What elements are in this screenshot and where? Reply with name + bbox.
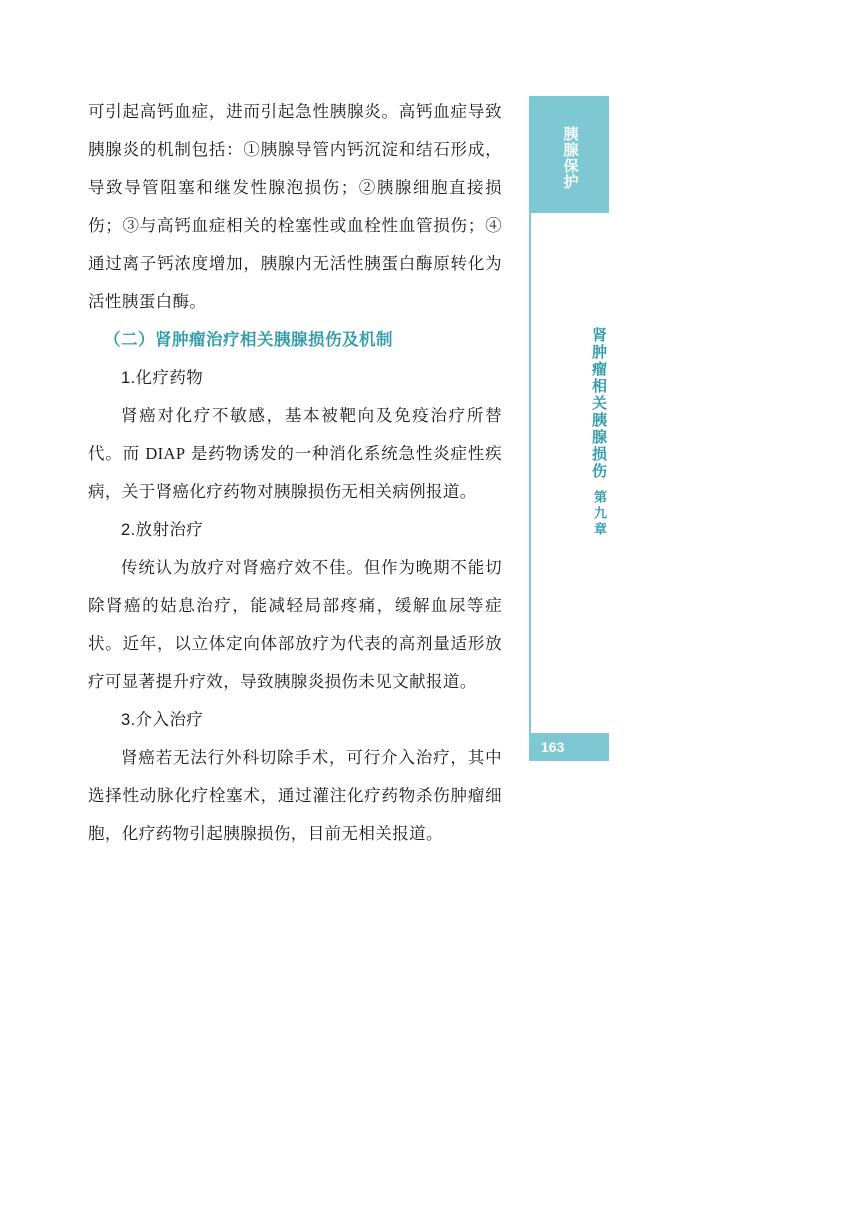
page-body-content [88, 93, 502, 853]
paragraph-chemotherapy-drugs: 肾癌对化疗不敏感，基本被靶向及免疫治疗所替代。而 DIAP 是药物诱发的一种消化系统急性炎症性疾病，关于肾癌化疗药物对胰腺损伤无相关病例报道。 [88, 407, 502, 501]
subheading-chemotherapy-drugs: 1.化疗药物 [121, 369, 204, 387]
rail-chapter-number: 第九章 [592, 490, 607, 538]
rail-tab-label: 胰腺保护 [531, 96, 609, 213]
paragraph-interventional-therapy: 肾癌若无法行外科切除手术，可行介入治疗，其中选择性动脉化疗栓塞术，通过灌注化疗药物杀伤肿瘤细胞，化疗药物引起胰腺损伤，目前无相关报道。 [88, 749, 502, 843]
rail-chapter-block [531, 228, 609, 538]
rail-chapter-title: 肾肿瘤相关胰腺损伤 [590, 327, 607, 480]
side-rail [529, 96, 609, 761]
subheading-interventional-therapy: 3.介入治疗 [121, 711, 204, 729]
subheading-radiotherapy: 2.放射治疗 [121, 521, 204, 539]
paragraph-hypercalcemia-mechanisms: 可引起高钙血症，进而引起急性胰腺炎。高钙血症导致胰腺炎的机制包括：①胰腺导管内钙沉淀和结石形成，导致导管阻塞和继发性腺泡损伤；②胰腺细胞直接损伤；③与高钙血症相关的栓塞性或血栓性血管损伤；④通过离子钙浓度增加，胰腺内无活性胰蛋白酶原转化为活性胰蛋白酶。 [88, 103, 502, 311]
paragraph-radiotherapy: 传统认为放疗对肾癌疗效不佳。但作为晚期不能切除肾癌的姑息治疗，能减轻局部疼痛，缓解血尿等症状。近年，以立体定向体部放疗为代表的高剂量适形放疗可显著提升疗效，导致胰腺炎损伤未见文献报道。 [88, 559, 502, 691]
section-heading-renal-tumor-treatment: （二）肾肿瘤治疗相关胰腺损伤及机制 [104, 331, 393, 349]
page-number-badge: 163 [531, 733, 609, 761]
